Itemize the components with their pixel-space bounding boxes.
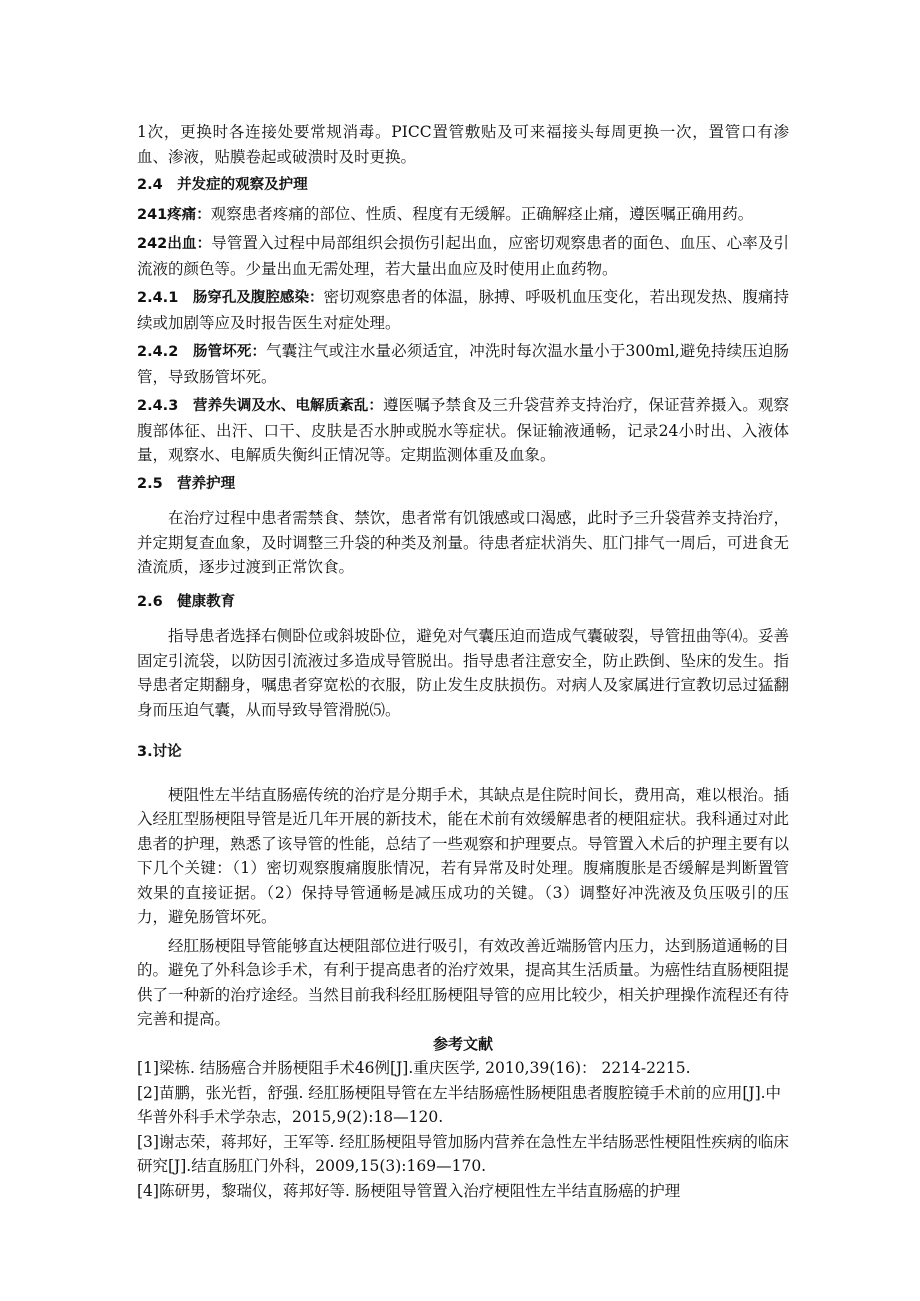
item-2-4-1-text: 密切观察患者的体温，脉搏、呼吸机血压变化，若出现发热、腹痛持续或加剧等应及时报告医生对症处理。 [137,288,789,332]
intro-paragraph: 1次，更换时各连接处要常规消毒。PICC置管敷贴及可来福接头每周更换一次，置管口有渗血、渗液，贴膜卷起或破溃时及时更换。 [137,123,789,166]
item-242-label: 242出血： [137,236,212,252]
reference-item: [2]苗鹏，张光哲，舒强. 经肛肠梗阻导管在左半结肠癌性肠梗阻患者腹腔镜手术前的应用[J].中华普外科手术学杂志，2015,9(2):18—120. [137,1083,782,1126]
item-2-4-1-label: 2.4.1 肠穿孔及腹腔感染： [137,290,324,306]
item-2-4-3-paragraph [137,393,789,468]
item-241-paragraph [137,202,789,228]
item-2-4-2-text: 气囊注气或注水量必须适宜，冲洗时每次温水量小于300ml,避免持续压迫肠管，导致肠管坏死。 [137,342,789,386]
item-2-4-2-paragraph [137,339,789,389]
item-2-4-1-paragraph [137,285,789,335]
section-2-6-heading: 2.6 健康教育 [137,593,236,610]
item-242-text: 导管置入过程中局部组织会损伤引起出血，应密切观察患者的面色、血压、心率及引流液的颜色等。少量出血无需处理，若大量出血应及时使用止血药物。 [137,234,789,278]
references-title: 参考文献 [432,1034,493,1053]
item-2-4-3-label: 2.4.3 营养失调及水、电解质紊乱： [137,398,384,414]
section-2-5-paragraph: 在治疗过程中患者需禁食、禁饮，患者常有饥饿感或口渴感，此时予三升袋营养支持治疗，并定期复查血象，及时调整三升袋的种类及剂量。待患者症状消失、肛门排气一周后，可进食无渣流质，逐步过渡到正常饮食。 [137,509,789,576]
discussion-paragraph-1: 梗阻性左半结直肠癌传统的治疗是分期手术，其缺点是住院时间长，费用高，难以根治。插入经肛型肠梗阻导管是近几年开展的新技术，能在术前有效缓解患者的梗阻症状。我科通过对此患者的护理，熟悉了该导管的性能，总结了一些观察和护理要点。导管置入术后的护理主要有以下几个关键：（1）密切观察腹痛腹胀情况，若有异常及时处理。腹痛腹胀是否缓解是判断置管效果的直接证据。（2）保持导管通畅是减压成功的关键。（3）调整好冲洗液及负压吸引的压力，避免肠管坏死。 [137,785,789,926]
section-2-5-heading: 2.5 营养护理 [137,475,236,492]
item-242-paragraph [137,231,789,281]
reference-item: [1]梁栋. 结肠癌合并肠梗阻手术46例[J].重庆医学, 2010,39(16)： 2214-2215. [137,1059,691,1077]
section-2-6-paragraph: 指导患者选择右侧卧位或斜坡卧位，避免对气囊压迫而造成气囊破裂，导管扭曲等⑷。妥善固定引流袋，以防因引流液过多造成导管脱出。指导患者注意安全，防止跌倒、坠床的发生。指导患者定期翻身，嘱患者穿宽松的衣服，防止发生皮肤损伤。对病人及家属进行宣教切忌过猛翻身而压迫气囊，从而导致导管滑脱⑸。 [137,627,789,719]
discussion-paragraph-2: 经肛肠梗阻导管能够直达梗阻部位进行吸引，有效改善近端肠管内压力，达到肠道通畅的目的。避免了外科急诊手术，有利于提高患者的治疗效果，提高其生活质量。为癌性结直肠梗阻提供了一种新的治疗途经。当然目前我科经肛肠梗阻导管的应用比较少，相关护理操作流程还有待完善和提高。 [137,936,789,1028]
item-2-4-3-text: 遵医嘱予禁食及三升袋营养支持治疗，保证营养摄入。观察腹部体征、出汗、口干、皮肤是否水肿或脱水等症状。保证输液通畅，记录24小时出、入液体量，观察水、电解质失衡纠正情况等。定期监测体重及血象。 [137,396,789,464]
section-3-heading: 3.讨论 [137,744,182,760]
reference-item: [3]谢志荣，蒋邦好，王军等. 经肛肠梗阻导管加肠内营养在急性左半结肠恶性梗阻性疾病的临床研究[J].结直肠肛门外科，2009,15(3):169—170. [137,1132,789,1175]
item-241-text: 观察患者疼痛的部位、性质、程度有无缓解。正确解痉止痛，遵医嘱正确用药。 [210,204,754,223]
item-2-4-2-label: 2.4.2 肠管坏死： [137,344,267,360]
reference-item: [4]陈研男，黎瑞仪，蒋邦好等. 肠梗阻导管置入治疗梗阻性左半结直肠癌的护理 [137,1181,681,1200]
document-page [137,120,789,1203]
item-241-label: 241疼痛： [137,206,211,223]
section-2-4-heading: 2.4 并发症的观察及护理 [137,177,308,193]
